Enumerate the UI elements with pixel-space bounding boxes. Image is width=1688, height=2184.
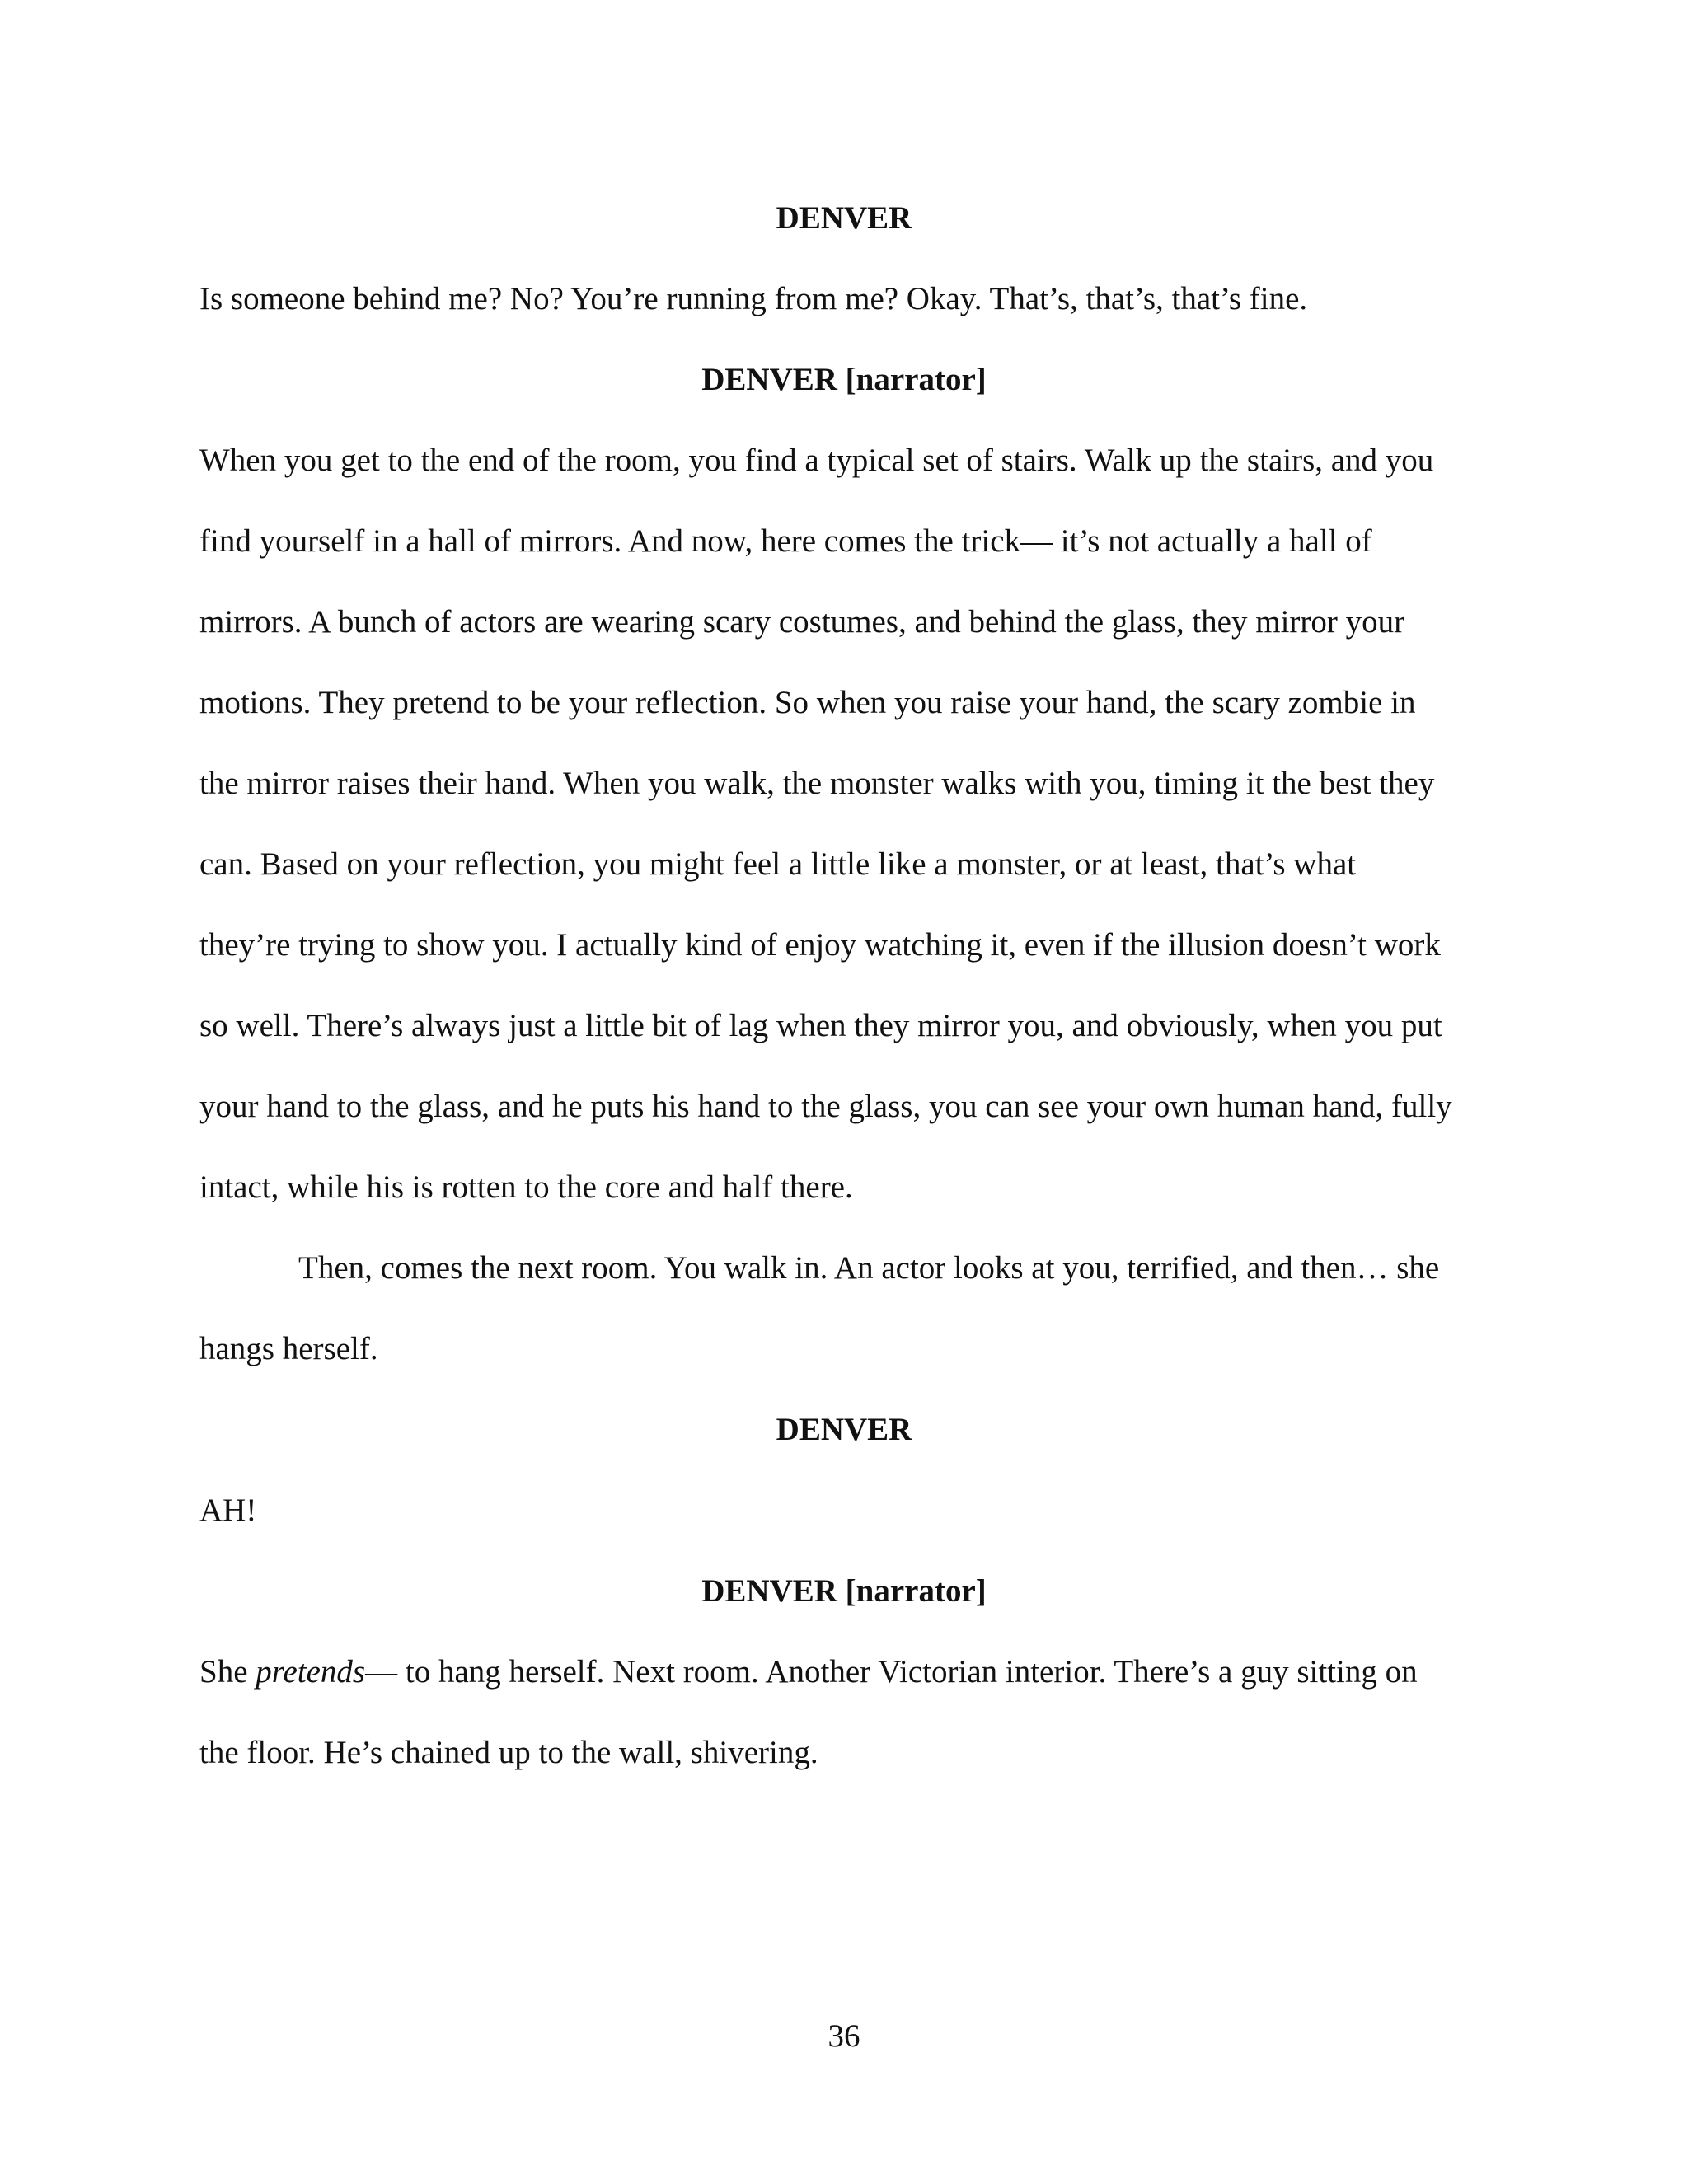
- narration-line: can. Based on your reflection, you might feel a little like a monster, or at least, that’s what: [199, 846, 1357, 882]
- speaker-heading: DENVER [narrator]: [701, 362, 987, 397]
- narration-line: find yourself in a hall of mirrors. And now, here comes the trick— it’s not actually a hall of: [199, 523, 1372, 559]
- narration-line: When you get to the end of the room, you find a typical set of stairs. Walk up the stairs, and you: [199, 443, 1434, 478]
- narration-line: intact, while his is rotten to the core and half there.: [199, 1169, 853, 1205]
- narration-line: they’re trying to show you. I actually kind of enjoy watching it, even if the illusion doesn’t work: [199, 927, 1441, 963]
- narration-line: [199, 1652, 1418, 1693]
- narration-text: She: [199, 1654, 256, 1690]
- speaker-heading: DENVER: [776, 200, 912, 236]
- emphasized-word: pretends: [256, 1654, 366, 1690]
- speaker-heading: DENVER: [776, 1412, 912, 1447]
- narration-text: — to hang herself. Next room. Another Victorian interior. There’s a guy sitting on: [365, 1654, 1418, 1690]
- narration-line: the mirror raises their hand. When you walk, the monster walks with you, timing it the best they: [199, 766, 1435, 801]
- narration-line-indented: Then, comes the next room. You walk in. An actor looks at you, terrified, and then… she: [298, 1250, 1440, 1286]
- dialogue-line: AH!: [199, 1493, 257, 1528]
- narration-line: your hand to the glass, and he puts his hand to the glass, you can see your own human hand, fully: [199, 1089, 1452, 1124]
- dialogue-line: Is someone behind me? No? You’re running from me? Okay. That’s, that’s, that’s fine.: [199, 281, 1308, 316]
- narration-line: so well. There’s always just a little bit of lag when they mirror you, and obviously, when you put: [199, 1008, 1442, 1043]
- page-number: 36: [828, 2018, 860, 2054]
- narration-line: the floor. He’s chained up to the wall, shivering.: [199, 1735, 818, 1770]
- narration-line: mirrors. A bunch of actors are wearing scary costumes, and behind the glass, they mirror your: [199, 604, 1405, 640]
- speaker-heading: DENVER [narrator]: [701, 1573, 987, 1609]
- narration-line: motions. They pretend to be your reflection. So when you raise your hand, the scary zombie in: [199, 685, 1416, 720]
- narration-line: hangs herself.: [199, 1331, 378, 1366]
